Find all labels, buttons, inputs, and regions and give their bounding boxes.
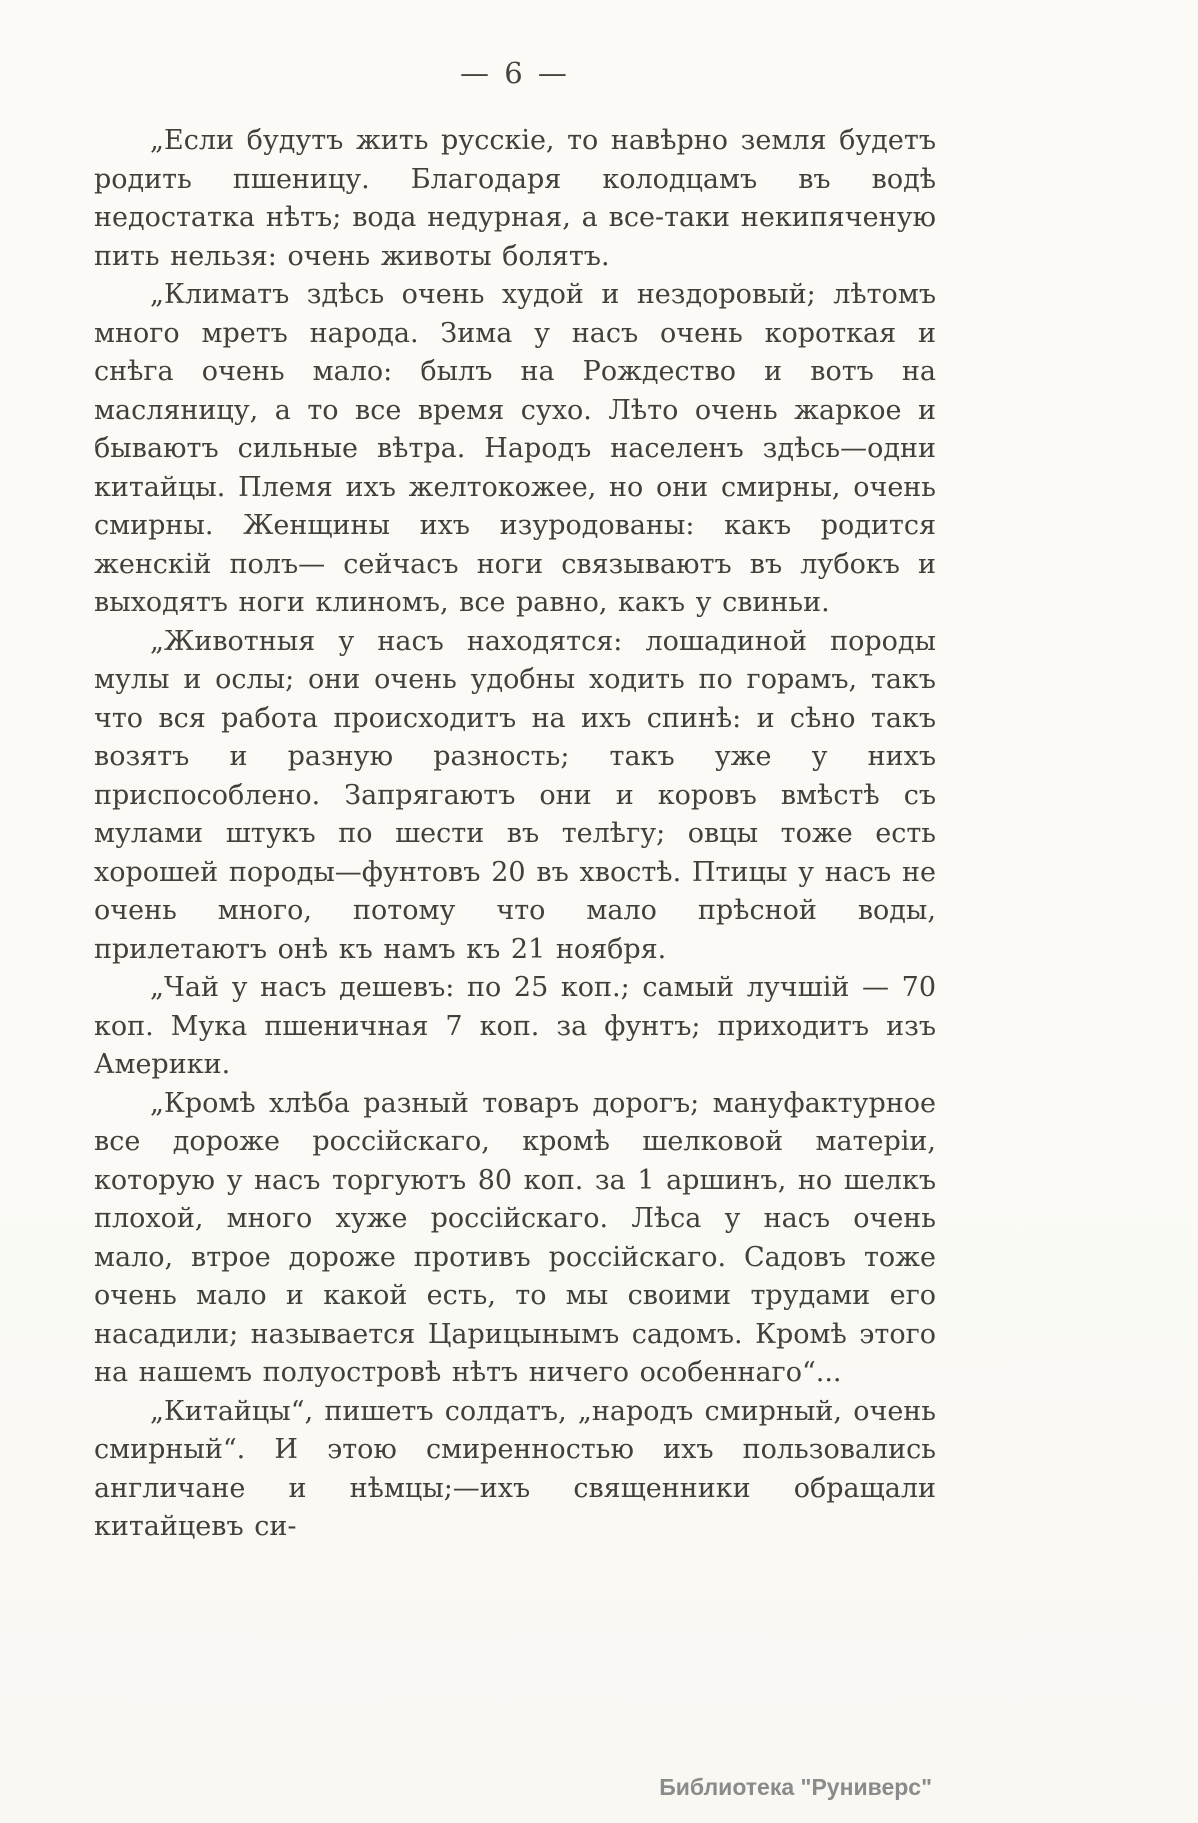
library-watermark: Библиотека "Руниверс" [659, 1774, 932, 1800]
paragraph: „Животныя у насъ находятся: лошадиной породы мулы и ослы; они очень удобны ходить по горамъ, такъ что вся работа происходитъ на ихъ спинѣ: и сѣно такъ возятъ и разную разность; такъ уже у нихъ приспособлено. Запрягаютъ они и коровъ вмѣстѣ съ мулами штукъ по шести въ телѣгу; овцы тоже есть хорошей породы—фунтовъ 20 въ хвостѣ. Птицы у насъ не очень много, потому что мало прѣсной воды, прилетаютъ онѣ къ намъ къ 21 ноября. [94, 625, 936, 965]
paragraph: „Климатъ здѣсь очень худой и нездоровый; лѣтомъ много мретъ народа. Зима у насъ очень короткая и снѣга очень мало: былъ на Рождество и вотъ на масляницу, а то все время сухо. Лѣто очень жаркое и бываютъ сильные вѣтра. Народъ населенъ здѣсь—одни китайцы. Племя ихъ желтокожее, но они смирны, очень смирны. Женщины ихъ изуродованы: какъ родится женскій полъ— сейчасъ ноги связываютъ въ лубокъ и выходятъ ноги клиномъ, все равно, какъ у свиньи. [94, 279, 936, 618]
page-number: — 6 — [460, 56, 570, 90]
paragraph: „Если будутъ жить русскіе, то навѣрно земля будетъ родить пшеницу. Благодаря колодцамъ въ водѣ недостатка нѣтъ; вода недурная, а все-таки некипяченую пить нельзя: очень животы болятъ. [94, 125, 936, 272]
paragraph: „Китайцы“, пишетъ солдатъ, „народъ смирный, очень смирный“. И этою смиренностью ихъ пользовались англичане и нѣмцы;—ихъ священники обращали китайцевъ си- [94, 1395, 936, 1542]
page-text [94, 122, 936, 1547]
paragraph: „Кромѣ хлѣба разный товаръ дорогъ; мануфактурное все дороже россійскаго, кромѣ шелковой матеріи, которую у насъ торгуютъ 80 коп. за 1 аршинъ, но шелкъ плохой, много хуже россійскаго. Лѣса у насъ очень мало, втрое дороже противъ россійскаго. Садовъ тоже очень мало и какой есть, то мы своими трудами его насадили; называется Царицынымъ садомъ. Кромѣ этого на нашемъ полуостровѣ нѣтъ ничего особеннаго“... [94, 1087, 936, 1388]
paragraph: „Чай у насъ дешевъ: по 25 коп.; самый лучшій — 70 коп. Мука пшеничная 7 коп. за фунтъ; приходитъ изъ Америки. [94, 972, 936, 1080]
